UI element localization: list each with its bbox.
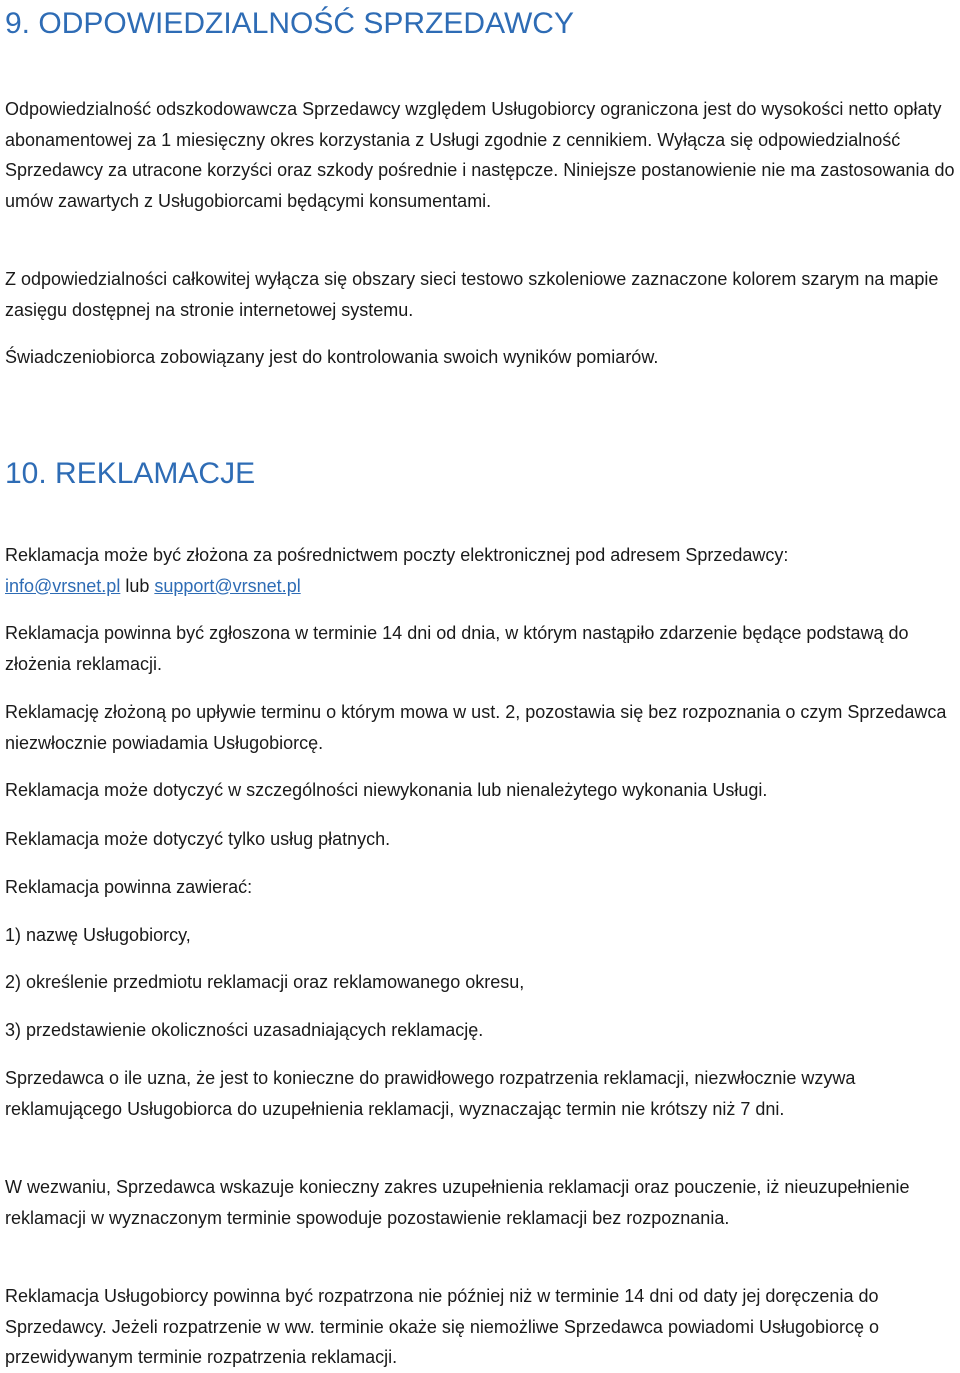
- list-item-2: 2) określenie przedmiotu reklamacji oraz reklamowanego okresu,: [5, 972, 525, 992]
- section-10-paragraph-4: Reklamacja może dotyczyć w szczególności niewykonania lub nienależytego wykonania Usługi.: [5, 780, 768, 800]
- section-10-paragraph-5: Reklamacja może dotyczyć tylko usług płatnych.: [5, 829, 391, 849]
- list-item-3: 3) przedstawienie okoliczności uzasadniających reklamację.: [5, 1020, 484, 1040]
- section-10-paragraph-9: Reklamacja Usługobiorcy powinna być rozpatrzona nie później niż w terminie 14 dni od daty jej doręczenia do Sprzedawcy. Jeżeli rozpatrzenie w ww. terminie okaże się niemożliwe Sprzedawca powiadomi Usługobiorcę o przewidywanym terminie rozpatrzenia reklamacji.: [5, 1286, 880, 1367]
- section-9-paragraph-1: Odpowiedzialność odszkodowawcza Sprzedawcy względem Usługobiorcy ograniczona jest do wysokości netto opłaty abonamentowej za 1 miesięczny okres korzystania z Usługi zgodnie z cennikiem. Wyłącza się odpowiedzialność Sprzedawcy za utracone korzyści oraz szkody pośrednie i następcze. Niniejsze postanowienie nie ma zastosowania do umów zawartych z Usługobiorcami będącymi konsumentami.: [5, 99, 955, 211]
- email-link-info[interactable]: info@vrsnet.pl: [5, 575, 121, 596]
- section-10-paragraph-1: [5, 540, 955, 601]
- section-10-heading: 10. REKLAMACJE: [5, 457, 256, 490]
- complaint-email-intro: Reklamacja może być złożona za pośrednictwem poczty elektronicznej pod adresem Sprzedawcy:: [5, 545, 789, 565]
- section-10-paragraph-6: Reklamacja powinna zawierać:: [5, 877, 253, 897]
- list-item-1: 1) nazwę Usługobiorcy,: [5, 925, 191, 945]
- section-10-paragraph-2: Reklamacja powinna być zgłoszona w terminie 14 dni od dnia, w którym nastąpiło zdarzenie będące podstawą do złożenia reklamacji.: [5, 623, 909, 674]
- section-10-paragraph-8: W wezwaniu, Sprzedawca wskazuje konieczny zakres uzupełnienia reklamacji oraz pouczenie, iż nieuzupełnienie reklamacji w wyznaczonym terminie spowoduje pozostawienie reklamacji bez rozpoznania.: [5, 1177, 910, 1228]
- email-link-support[interactable]: support@vrsnet.pl: [154, 575, 301, 596]
- section-9-paragraph-3: Świadczeniobiorca zobowiązany jest do kontrolowania swoich wyników pomiarów.: [5, 347, 659, 367]
- section-9-heading: 9. ODPOWIEDZIALNOŚĆ SPRZEDAWCY: [5, 7, 574, 40]
- section-9-paragraph-2: Z odpowiedzialności całkowitej wyłącza się obszary sieci testowo szkoleniowe zaznaczone kolorem szarym na mapie zasięgu dostępnej na stronie internetowej systemu.: [5, 269, 939, 320]
- section-10-paragraph-7: Sprzedawca o ile uzna, że jest to konieczne do prawidłowego rozpatrzenia reklamacji, niezwłocznie wzywa reklamującego Usługobiorca do uzupełnienia reklamacji, wyznaczając termin nie krótszy niż 7 dni.: [5, 1068, 856, 1119]
- email-connector: lub: [120, 575, 155, 596]
- section-10-paragraph-3: Reklamację złożoną po upływie terminu o którym mowa w ust. 2, pozostawia się bez rozpoznania o czym Sprzedawca niezwłocznie powiadamia Usługobiorcę.: [5, 702, 947, 753]
